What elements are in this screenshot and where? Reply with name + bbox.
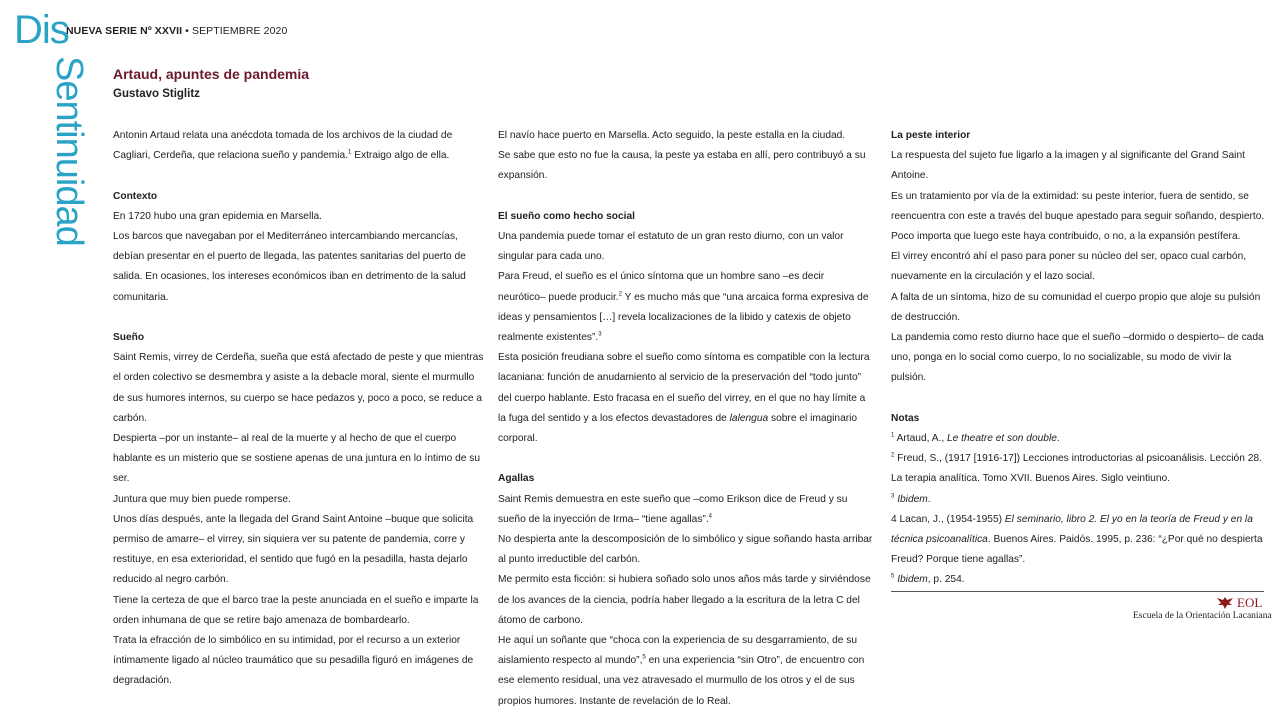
text-run: 4 Lacan, J., (1954-1955) <box>891 513 1005 525</box>
issue-number: NUEVA SERIE Nº XXVII <box>66 25 183 37</box>
paragraph: Es un tratamiento por vía de la extimidad: su peste interior, fuera de sentido, se reencuentra con este a través del buque apestado para seguir soñando, despierto. <box>891 190 1265 222</box>
journal-logo-dis: Dis <box>14 8 69 52</box>
footnote-number: 3 <box>891 493 895 500</box>
text-run: . <box>927 493 931 505</box>
footnote-ref: 2 <box>618 291 622 298</box>
issue-date: SEPTIEMBRE 2020 <box>191 25 288 37</box>
heading-sueno: Sueño <box>113 332 145 343</box>
text-run: . Buenos Aires. Paidós. 1995, p. 236: “¿Por qué no despierta Freud? Porque tiene agallas”. <box>891 534 1263 566</box>
journal-logo-vertical: Sentinuidad <box>48 56 90 246</box>
text-run: Para Freud, el sueño es el único síntoma que un hombre sano –es decir neurótico– puede producir. <box>498 271 825 303</box>
heading-agallas: Agallas <box>498 473 535 485</box>
footnote-1 <box>891 429 1267 449</box>
paragraph: El virrey encontró ahí el paso para poner su núcleo del ser, opaco cual carbón, nuevamente en la circulación y el lazo social. <box>891 251 1247 283</box>
column-1 <box>113 126 485 692</box>
text-run: Esta posición freudiana sobre el sueño como síntoma es compatible con la lectura lacaniana: función de anudamiento al servicio de la preservación del “todo junto” del cuerpo hablante. Esto fracasa en el sueño del virrey, en el que no hay límite a la fuga del sentido y a los efectos devastadores de <box>498 352 870 424</box>
text-emphasis: Ibidem <box>897 574 928 586</box>
eol-full-name: Escuela de la Orientación Lacaniana <box>1133 611 1272 621</box>
paragraph: Saint Remis, virrey de Cerdeña, sueña que está afectado de peste y que mientras el orden colectivo se desmembra y asiste a la debacle moral, siente el murmullo de sus humores internos, su cuerpo se hace pedazos y, poco a poco, se reduce a carbón. <box>113 352 484 424</box>
text-run: Freud, S., (1917 [1916-17]) Lecciones introductorias al psicoanálisis. Lección 28. La terapia analítica. Tomo XVII. Buenos Aires. Siglo veintiuno. <box>891 453 1262 485</box>
paragraph: Juntura que muy bien puede romperse. <box>113 493 291 505</box>
text-run: sobre el imaginario corporal. <box>498 412 858 445</box>
paragraph: El navío hace puerto en Marsella. Acto seguido, la peste estalla en la ciudad. <box>498 130 846 141</box>
footnote-ref: 1 <box>348 149 352 156</box>
text-emphasis: Le theatre et son double <box>947 433 1057 445</box>
paragraph: Me permito esta ficción: si hubiera soñado solo unos años más tarde y sirviéndose de los avances de la ciencia, podría haber llegado a la escritura de la letra C del átomo de carbono. <box>498 574 871 626</box>
text-run: en una experiencia “sin Otro”, de encuentro con ese elemento residual, una vez atravesado el murmullo de los otros y el de sus propios humores. Instante de revelación de lo Real. <box>498 655 865 707</box>
footnote-number: 1 <box>891 432 895 439</box>
text-emphasis: lalengua <box>729 412 769 424</box>
paragraph <box>498 267 873 348</box>
paragraph: Trata la efracción de lo simbólico en su intimidad, por el recurso a un exterior íntimamente ligado al núcleo traumático que su pesadilla figuró en imágenes de degradación. <box>113 635 474 687</box>
heading-notas: Notas <box>891 412 920 424</box>
issue-bullet: • <box>185 25 189 37</box>
notes-divider <box>891 591 1264 592</box>
footnote-2 <box>891 449 1267 489</box>
heading-contexto: Contexto <box>113 190 158 202</box>
text-run: Antonin Artaud relata una anécdota tomada de los archivos de la ciudad de Cagliari, Cerdeña, que relaciona sueño y pandemia. <box>113 130 453 162</box>
text-run: Saint Remis demuestra en este sueño que –como Erikson dice de Freud y su sueño de la inyección de Irma– “tiene agallas”. <box>498 493 848 525</box>
text-run: Y es mucho más que “una arcaica forma expresiva de ideas y pensamientos […] revela localizaciones de la libido y catexis de objeto realmente existentes”. <box>498 291 869 344</box>
footnote-ref: 5 <box>642 654 646 661</box>
footnote-5 <box>891 570 1267 590</box>
paragraph: No despierta ante la descomposición de lo simbólico y sigue soñando hasta arribar al punto irreductible del carbón. <box>498 534 873 566</box>
heading-sueno-social: El sueño como hecho social <box>498 210 635 222</box>
paragraph <box>498 348 873 449</box>
spacer <box>891 389 1267 409</box>
footnote-number: 5 <box>891 574 895 581</box>
issue-line <box>66 25 287 37</box>
footnote-ref: 4 <box>708 513 713 520</box>
text-run: Extraigo algo de ella. <box>351 150 450 162</box>
spacer <box>113 308 485 328</box>
paragraph: La respuesta del sujeto fue ligarlo a la imagen y al significante del Grand Saint Antoine. <box>891 150 1245 182</box>
text-run: Artaud, A., <box>894 433 948 445</box>
article-author: Gustavo Stiglitz <box>113 88 200 100</box>
spacer <box>498 449 873 469</box>
paragraph-intro <box>113 126 485 166</box>
paragraph: En 1720 hubo una gran epidemia en Marsella. <box>113 210 322 222</box>
column-2 <box>498 126 873 712</box>
footnote-4 <box>891 510 1267 571</box>
paragraph <box>498 631 873 712</box>
paragraph: Una pandemia puede tomar el estatuto de un gran resto diurno, con un valor singular para cada uno. <box>498 231 844 263</box>
paragraph: Se sabe que esto no fue la causa, la peste ya estaba en allí, pero contribuyó a su expansión. <box>498 150 866 182</box>
paragraph: Unos días después, ante la llegada del Grand Saint Antoine –buque que solicita permiso de amarre– el virrey, sin siquiera ver su patente de pandemia, corre y restituye, en esa exterioridad, el sentido que fugó en la pesadilla, hasta dejarlo reducido al negro carbón. <box>113 513 474 586</box>
spacer <box>498 187 873 207</box>
eol-short: EOL <box>1237 595 1263 610</box>
paragraph: Poco importa que luego este haya contribuido, o no, a la expansión pestífera. <box>891 231 1241 243</box>
paragraph: La pandemia como resto diurno hace que el sueño –dormido o despierto– de cada uno, ponga en lo social como cuerpo, lo no socializable, su modo de vivir la pulsión. <box>891 332 1264 384</box>
text-run: , p. 254. <box>927 574 965 586</box>
column-3 <box>891 126 1267 591</box>
paragraph <box>498 490 873 530</box>
text-run: . <box>1056 433 1060 445</box>
paragraph: Los barcos que navegaban por el Mediterráneo intercambiando mercancías, debían presentar en el puerto de llegada, las patentes sanitarias del puerto de salida. En ocasiones, los intereses económicos iban en detrimento de la salud comunitaria. <box>113 231 466 303</box>
text-emphasis: Ibidem <box>897 493 928 505</box>
paragraph: Despierta –por un instante– al real de la muerte y al hecho de que el cuerpo hablante es un misterio que se sostiene apenas de una juntura en lo íntimo de su ser. <box>113 433 480 485</box>
eagle-icon <box>1216 595 1234 611</box>
footnote-3 <box>891 490 1267 510</box>
text-emphasis: El seminario, libro 2. El yo en la teoría de Freud y en la técnica psicoanalítica <box>891 513 1253 546</box>
article-title: Artaud, apuntes de pandemia <box>113 66 310 82</box>
footnote-number: 2 <box>891 452 895 459</box>
paragraph: Tiene la certeza de que el barco trae la peste anunciada en el sueño e imparte la orden inhumana de que se retire bajo amenaza de bombardearlo. <box>113 594 479 626</box>
paragraph: A falta de un síntoma, hizo de su comunidad el cuerpo propio que aloje su pulsión de destrucción. <box>891 291 1261 323</box>
footnote-ref: 3 <box>598 331 602 338</box>
eol-logo <box>1216 594 1266 612</box>
heading-peste-interior: La peste interior <box>891 130 971 141</box>
text-run: He aquí un soñante que “choca con la experiencia de su desgarramiento, de su aislamiento respecto al mundo”, <box>498 635 858 667</box>
spacer <box>113 166 485 186</box>
